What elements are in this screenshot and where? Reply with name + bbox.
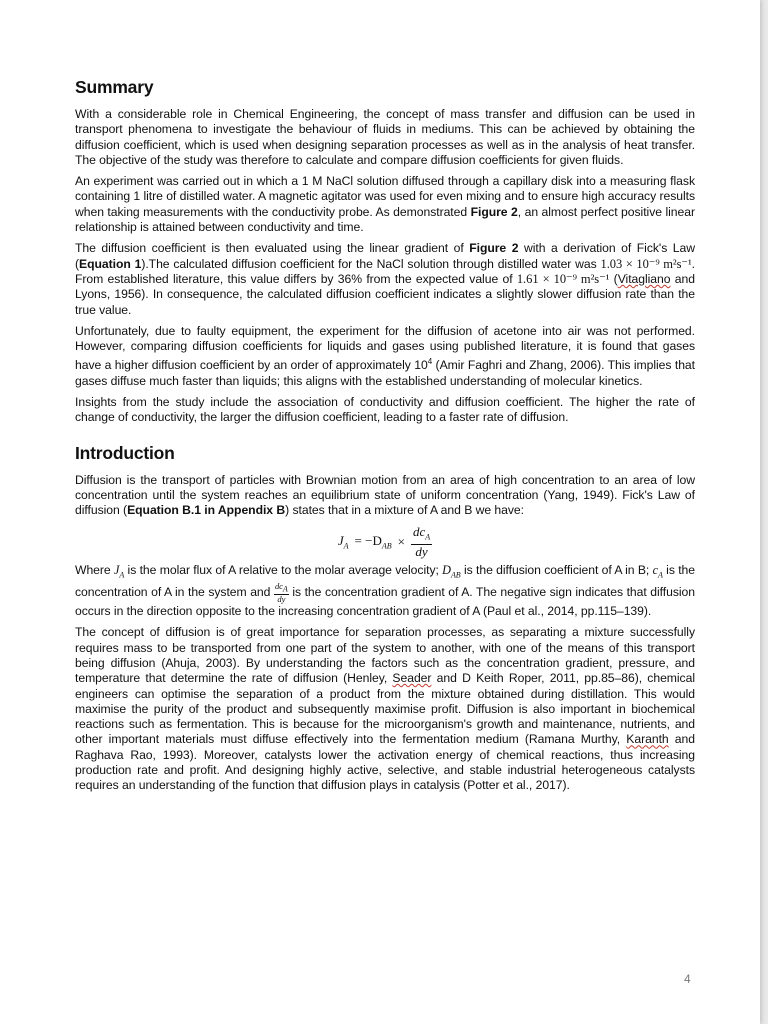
summary-paragraph-1: With a considerable role in Chemical Engineering, the concept of mass transfer and diffusion can be used in transport phenomena to investigate the behaviour of fluids in mediums. This can be achieved by obtaining the diffusion coefficient, which is used when designing separation processes as well as in the analysis of heat transfer. The objective of the study was therefore to calculate and compare diffusion coefficients for given fluids.: [75, 107, 695, 167]
citation-vitagliano: Vitagliano: [617, 271, 671, 286]
expected-coefficient: 1.61 × 10⁻⁹ m²s⁻¹: [516, 271, 610, 286]
summary-paragraph-2: An experiment was carried out in which a 1 M NaCl solution diffused through a capillary disk into a measuring flask containing 1 litre of distilled water. A magnetic agitator was used for even mixing and to ensure high accuracy results when taking measurements with the conductivity probe. As demonstrated Figure 2, an almost perfect positive linear relationship is attained between conductivity and time.: [75, 174, 696, 235]
summary-paragraph-3: The diffusion coefficient is then evaluated using the linear gradient of Figure 2 with a derivation of Fick's Law (Equation 1).The calculated diffusion coefficient for the NaCl solution through distilled water was 1.03 × 10⁻⁹ m²s⁻¹. From established literature, this value differs by 36% from the expected value of 1.61 × 10⁻⁹ m²s⁻¹ (Vitagliano and Lyons, 1956). In consequence, the calculated diffusion coefficient indicates a slightly slower diffusion rate than the true value.: [75, 241, 695, 317]
summary-paragraph-4: Unfortunately, due to faulty equipment, the experiment for the diffusion of acetone into air was not performed. However, comparing diffusion coefficients for liquids and gases using published literature, it is found that gases have a higher diffusion coefficient by an order of approximately $10^4$ (Amir Faghri and Zhang, 2006). This implies that gases diffuse much faster than liquids; this aligns with the established understanding of molecular kinetics.: [75, 323, 695, 388]
introduction-paragraph-3: The concept of diffusion is of great importance for separation processes, as separating a mixture successfully requires mass to be transported from one part of the system to another, with one of the means of this transport being diffusion (Ahuja, 2003). By understanding the factors such as the concentration gradient, pressure, and temperature that determine the rate of diffusion (Henley, Seader and D Keith Roper, 2011, pp.85–86), chemical engineers can optimise the separation of a product from the mixture obtained during distillation. This would maximise the purity of the product and subsequently maximise profit. Diffusion is also important in biochemical reactions such as fermentation. This is because for the microorganism's growth and maintenance, nutrients, and other important materials must diffuse effectively into the fermentation medium (Ramana Murthy, Karanth and Raghava Rao, 1993). Moreover, catalysts lower the activation energy of chemical reactions, thus increasing production rate and profit. And designing highly active, selective, and stable industrial heterogeneous catalysts requires an understanding of the function that diffusion plays in catalysis (Potter et al., 2017).: [75, 625, 695, 793]
summary-paragraph-5: Insights from the study include the association of conductivity and diffusion coefficient. The higher the rate of change of conductivity, the larger the diffusion coefficient, leading to a faster rate of diffusion.: [75, 395, 695, 425]
page-number: 4: [684, 972, 691, 986]
ficks-law-equation: $J_A$ = $-D_{AB}$ × $\frac{dc_A}{dy}$: [337, 523, 431, 560]
gradient-fraction: $\frac{dc_A}{dy}$: [412, 523, 431, 560]
introduction-paragraph-1: Diffusion is the transport of particles with Brownian motion from an area of high concentration to an area of low concentration until the system reaches an equilibrium state of uniform concentration (Yang, 1949). Fick's Law of diffusion (Equation B.1 in Appendix B) states that in a mixture of A and B we have:: [75, 472, 695, 518]
introduction-heading: Introduction: [75, 442, 175, 463]
citation-seader: Seader: [392, 671, 432, 686]
citation-karanth: Karanth: [626, 732, 669, 747]
page-content: [75, 76, 695, 794]
introduction-paragraph-2: Where $J_A$ is the molar flux of A relative to the molar average velocity; $D_{AB}$ is the diffusion coefficient of A in B; $c_A$ is the concentration of A in the system and $dc_A$ dy is the concentration gradient of A. The negative sign indicates that diffusion occurs in the direction opposite to the increasing concentration gradient of A (Paul et al., 2014, pp.115–139).: [75, 562, 696, 619]
summary-heading: Summary: [75, 77, 154, 97]
calculated-coefficient: 1.03 × 10⁻⁹ m²s⁻¹: [600, 256, 692, 271]
